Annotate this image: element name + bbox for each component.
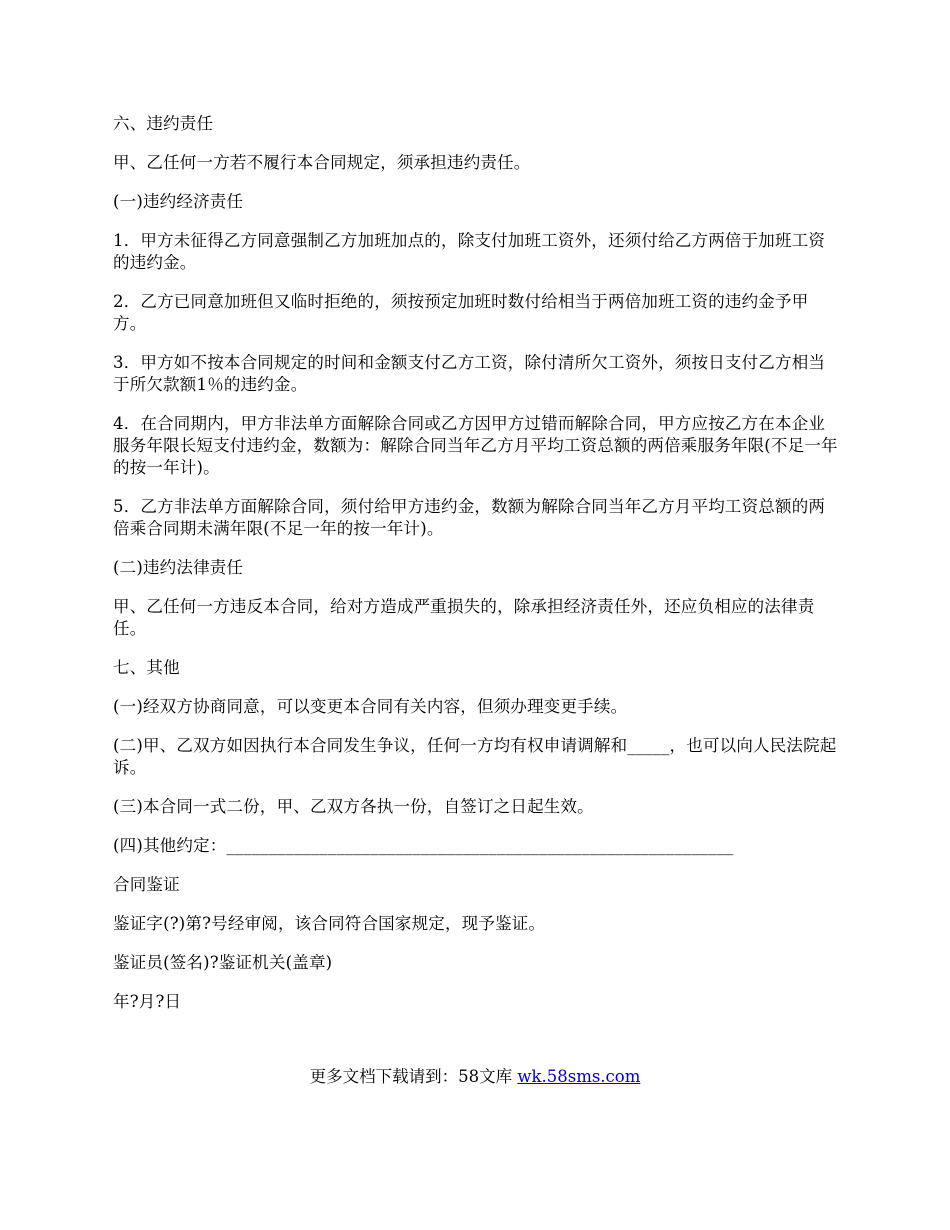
verification-date: 年?月?日 xyxy=(113,992,182,1011)
document-body xyxy=(113,113,839,1030)
subsection-heading-legal-liability: (二)违约法律责任 xyxy=(113,558,244,577)
clause-1: 1．甲方未征得乙方同意强制乙方加班加点的，除支付加班工资外，还须付给乙方两倍于加班工资的违约金。 xyxy=(113,231,826,272)
section-heading-contract-verification: 合同鉴证 xyxy=(113,875,180,894)
clause-3: 3．甲方如不按本合同规定的时间和金额支付乙方工资，除付清所欠工资外，须按日支付乙方相当于所欠款额1％的违约金。 xyxy=(113,353,826,394)
page-footer xyxy=(0,1066,950,1088)
verification-signatures: 鉴证员(签名)?鉴证机关(盖章) xyxy=(113,953,333,972)
clause-4: 4．在合同期内，甲方非法单方面解除合同或乙方因甲方过错而解除合同，甲方应按乙方在本企业服务年限长短支付违约金，数额为：解除合同当年乙方月平均工资总额的两倍乘服务年限(不足一年的按一年计)。 xyxy=(113,414,838,477)
clause-5: 5．乙方非法单方面解除合同，须付给甲方违约金，数额为解除合同当年乙方月平均工资总额的两倍乘合同期未满年限(不足一年的按一年计)。 xyxy=(113,497,826,538)
other-clause-1: (一)经双方协商同意，可以变更本合同有关内容，但须办理变更手续。 xyxy=(113,697,628,716)
section-heading-other: 七、其他 xyxy=(113,658,180,677)
paragraph: 甲、乙任何一方违反本合同，给对方造成严重损失的，除承担经济责任外，还应负相应的法律责任。 xyxy=(113,597,815,638)
subsection-heading-economic-liability: (一)违约经济责任 xyxy=(113,192,244,211)
other-clause-3: (三)本合同一式二份，甲、乙双方各执一份，自签订之日起生效。 xyxy=(113,797,594,816)
footer-text: 更多文档下载请到：58文库 xyxy=(309,1067,518,1086)
footer-link[interactable]: wk.58sms.com xyxy=(517,1067,641,1086)
section-heading-breach-liability: 六、违约责任 xyxy=(113,114,214,133)
verification-statement: 鉴证字(?)第?号经审阅，该合同符合国家规定，现予鉴证。 xyxy=(113,914,546,933)
other-clause-2: (二)甲、乙双方如因执行本合同发生争议，任何一方均有权申请调解和_____，也可以向人民法院起诉。 xyxy=(113,736,837,777)
clause-2: 2．乙方已同意加班但又临时拒绝的，须按预定加班时数付给相当于两倍加班工资的违约金予甲方。 xyxy=(113,292,809,333)
other-clause-4: (四)其他约定：____________________________________________________________ xyxy=(113,836,734,855)
paragraph: 甲、乙任何一方若不履行本合同规定，须承担违约责任。 xyxy=(113,153,531,172)
